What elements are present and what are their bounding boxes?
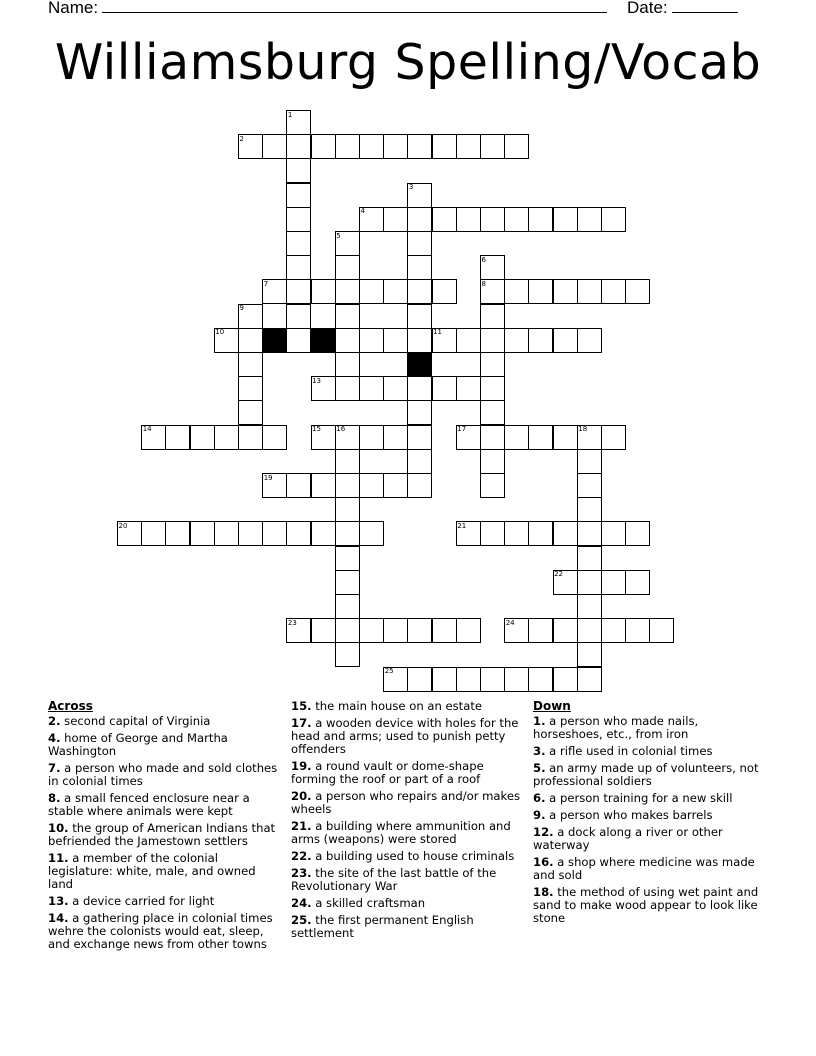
grid-cell[interactable]	[577, 207, 602, 232]
clue-number-2: 2	[239, 134, 244, 143]
clue-down-12: 12. a dock along a river or other waterway	[533, 825, 723, 852]
clue-number-15: 15	[312, 425, 322, 434]
grid-cell[interactable]	[577, 497, 602, 522]
grid-cell[interactable]	[480, 667, 505, 692]
grid-cell[interactable]	[528, 521, 553, 546]
grid-cell[interactable]	[553, 521, 578, 546]
grid-cell[interactable]	[432, 667, 457, 692]
grid-cell[interactable]	[335, 352, 360, 377]
across-clues-continued	[291, 700, 527, 944]
grid-cell[interactable]	[286, 328, 311, 353]
clue-number-4: 4	[360, 207, 365, 216]
grid-cell[interactable]	[238, 328, 263, 353]
clue-number-1: 1	[287, 110, 293, 119]
name-label: Name:	[48, 0, 99, 17]
grid-cell[interactable]	[286, 158, 311, 183]
grid-cell[interactable]	[335, 304, 360, 329]
grid-cell[interactable]	[383, 618, 408, 643]
grid-cell[interactable]	[553, 618, 578, 643]
grid-cell[interactable]	[335, 594, 360, 619]
clue-number-16: 16	[336, 425, 346, 434]
grid-cell[interactable]	[262, 521, 287, 546]
grid-cell[interactable]	[432, 207, 457, 232]
clue-number-5: 5	[336, 231, 341, 240]
clue-across-13: 13. a device carried for light	[48, 894, 215, 908]
grid-cell[interactable]	[383, 328, 408, 353]
grid-cell[interactable]	[286, 183, 311, 208]
grid-cell[interactable]	[480, 521, 505, 546]
grid-cell[interactable]	[407, 231, 432, 256]
grid-cell[interactable]	[577, 546, 602, 571]
grid-cell[interactable]	[577, 642, 602, 667]
clue-across-17: 17. a wooden device with holes for the head and arms; used to punish petty offenders	[291, 716, 519, 756]
clue-down-6: 6. a person training for a new skill	[533, 791, 733, 805]
grid-cell[interactable]	[190, 521, 215, 546]
grid-cell[interactable]	[625, 570, 650, 595]
grid-cell[interactable]	[335, 546, 360, 571]
clue-across-11: 11. a member of the colonial legislature: white, male, and owned land	[48, 851, 256, 891]
grid-cell[interactable]	[480, 400, 505, 425]
grid-cell[interactable]	[335, 328, 360, 353]
grid-cell[interactable]	[165, 425, 190, 450]
grid-cell[interactable]	[528, 279, 553, 304]
clue-number-22: 22	[554, 570, 564, 579]
grid-cell[interactable]	[528, 328, 553, 353]
clue-across-21: 21. a building where ammunition and arms (weapons) were stored	[291, 819, 511, 846]
grid-cell[interactable]	[625, 618, 650, 643]
grid-cell[interactable]	[311, 521, 336, 546]
grid-cell[interactable]	[335, 642, 360, 667]
clue-across-22: 22. a building used to house criminals	[291, 849, 515, 863]
grid-cell[interactable]	[553, 667, 578, 692]
grid-cell[interactable]	[359, 134, 384, 159]
grid-cell[interactable]	[262, 134, 287, 159]
grid-cell[interactable]	[553, 279, 578, 304]
grid-cell[interactable]	[335, 473, 360, 498]
grid-cell[interactable]	[407, 473, 432, 498]
grid-cell[interactable]	[286, 134, 311, 159]
grid-cell[interactable]	[190, 425, 215, 450]
clue-across-14: 14. a gathering place in colonial times wehre the colonists would eat, sleep, and exchange news from other towns	[48, 911, 273, 951]
clue-across-10: 10. the group of American Indians that befriended the Jamestown settlers	[48, 821, 276, 848]
clue-number-10: 10	[215, 328, 225, 337]
grid-cell[interactable]	[601, 570, 626, 595]
grid-cell[interactable]	[359, 473, 384, 498]
grid-cell[interactable]	[286, 521, 311, 546]
grid-cell[interactable]	[238, 425, 263, 450]
clue-number-23: 23	[287, 618, 297, 627]
grid-cell[interactable]	[432, 134, 457, 159]
grid-cell[interactable]	[383, 473, 408, 498]
clue-across-20: 20. a person who repairs and/or makes wheels	[291, 789, 521, 816]
grid-cell[interactable]	[407, 667, 432, 692]
grid-cell[interactable]	[432, 618, 457, 643]
grid-cell[interactable]	[335, 497, 360, 522]
grid-cell[interactable]	[407, 207, 432, 232]
grid-cell[interactable]	[335, 521, 360, 546]
grid-cell[interactable]	[528, 618, 553, 643]
grid-cell[interactable]	[577, 618, 602, 643]
grid-cell[interactable]	[480, 425, 505, 450]
grid-cell[interactable]	[238, 400, 263, 425]
grid-cell[interactable]	[480, 376, 505, 401]
clue-number-12: 12	[408, 352, 418, 361]
grid-cell[interactable]	[601, 521, 626, 546]
grid-cell[interactable]	[577, 667, 602, 692]
grid-cell[interactable]	[456, 618, 481, 643]
grid-cell[interactable]	[383, 207, 408, 232]
grid-cell[interactable]	[577, 570, 602, 595]
grid-cell[interactable]	[456, 376, 481, 401]
grid-cell[interactable]	[311, 473, 336, 498]
grid-cell[interactable]	[553, 207, 578, 232]
clue-across-8: 8. a small fenced enclosure near a stable where animals were kept	[48, 791, 250, 818]
grid-cell[interactable]	[528, 667, 553, 692]
grid-cell[interactable]	[286, 473, 311, 498]
clue-number-20: 20	[118, 521, 128, 530]
grid-cell[interactable]	[480, 328, 505, 353]
clue-across-2: 2. second capital of Virginia	[48, 714, 211, 728]
clue-number-6: 6	[481, 255, 486, 264]
grid-cell[interactable]	[286, 279, 311, 304]
grid-cell[interactable]	[480, 449, 505, 474]
clue-number-21: 21	[457, 521, 467, 530]
grid-cell[interactable]	[407, 400, 432, 425]
grid-cell[interactable]	[601, 207, 626, 232]
clue-number-13: 13	[312, 376, 322, 385]
grid-cell[interactable]	[577, 279, 602, 304]
grid-cell[interactable]	[286, 207, 311, 232]
grid-cell[interactable]	[165, 521, 190, 546]
grid-cell[interactable]	[480, 352, 505, 377]
grid-cell[interactable]	[383, 134, 408, 159]
grid-cell[interactable]	[311, 279, 336, 304]
grid-cell[interactable]	[238, 376, 263, 401]
grid-cell[interactable]	[601, 425, 626, 450]
clue-across-7: 7. a person who made and sold clothes in colonial times	[48, 761, 278, 788]
grid-cell[interactable]	[407, 425, 432, 450]
grid-cell[interactable]	[625, 279, 650, 304]
grid-cell[interactable]	[286, 255, 311, 280]
grid-cell[interactable]	[504, 207, 529, 232]
clue-across-19: 19. a round vault or dome-shape forming the roof or part of a roof	[291, 759, 484, 786]
grid-cell[interactable]	[214, 521, 239, 546]
clue-number-19: 19	[263, 473, 273, 482]
grid-cell[interactable]	[335, 618, 360, 643]
grid-cell[interactable]	[141, 521, 166, 546]
grid-cell[interactable]	[625, 521, 650, 546]
grid-cell[interactable]	[504, 279, 529, 304]
blocked-cell	[262, 328, 287, 353]
clue-across-15: 15. the main house on an estate	[291, 699, 483, 713]
grid-cell[interactable]	[407, 618, 432, 643]
grid-cell[interactable]	[407, 328, 432, 353]
clue-down-16: 16. a shop where medicine was made and sold	[533, 855, 755, 882]
clue-number-24: 24	[505, 618, 515, 627]
grid-cell[interactable]	[383, 376, 408, 401]
grid-cell[interactable]	[359, 618, 384, 643]
grid-cell[interactable]	[480, 473, 505, 498]
grid-cell[interactable]	[335, 376, 360, 401]
clue-across-4: 4. home of George and Martha Washington	[48, 731, 228, 758]
across-heading: Across	[48, 699, 93, 713]
clue-down-18: 18. the method of using wet paint and sand to make wood appear to look like stone	[533, 885, 759, 925]
clue-number-8: 8	[481, 279, 486, 288]
clue-across-25: 25. the first permanent English settlement	[291, 913, 474, 940]
down-clues	[533, 700, 769, 929]
grid-cell[interactable]	[577, 328, 602, 353]
grid-cell[interactable]	[480, 134, 505, 159]
grid-cell[interactable]	[649, 618, 674, 643]
grid-cell[interactable]	[504, 425, 529, 450]
clue-across-23: 23. the site of the last battle of the Revolutionary War	[291, 866, 497, 893]
grid-cell[interactable]	[286, 304, 311, 329]
grid-cell[interactable]	[432, 279, 457, 304]
grid-cell[interactable]	[601, 279, 626, 304]
grid-cell[interactable]	[504, 134, 529, 159]
grid-cell[interactable]	[359, 279, 384, 304]
clue-number-9: 9	[239, 304, 244, 313]
grid-cell[interactable]	[359, 521, 384, 546]
grid-cell[interactable]	[504, 667, 529, 692]
grid-cell[interactable]	[311, 134, 336, 159]
page-title: Williamsburg Spelling/Vocab	[54, 34, 762, 91]
clue-number-18: 18	[578, 425, 588, 434]
clue-across-24: 24. a skilled craftsman	[291, 896, 426, 910]
grid-cell[interactable]	[432, 376, 457, 401]
clue-number-17: 17	[457, 425, 467, 434]
clue-number-11: 11	[433, 328, 443, 337]
blocked-cell	[311, 328, 336, 353]
grid-cell[interactable]	[577, 521, 602, 546]
clue-down-5: 5. an army made up of volunteers, not professional soldiers	[533, 761, 759, 788]
grid-cell[interactable]	[456, 207, 481, 232]
grid-cell[interactable]	[335, 449, 360, 474]
across-list-a	[48, 715, 284, 951]
grid-cell[interactable]	[407, 134, 432, 159]
grid-cell[interactable]	[480, 207, 505, 232]
grid-cell[interactable]	[577, 449, 602, 474]
grid-cell[interactable]	[407, 255, 432, 280]
grid-cell[interactable]	[359, 328, 384, 353]
grid-cell[interactable]	[383, 425, 408, 450]
clue-number-3: 3	[408, 183, 414, 192]
grid-cell[interactable]	[238, 521, 263, 546]
grid-cell[interactable]	[335, 134, 360, 159]
grid-cell[interactable]	[577, 594, 602, 619]
grid-cell[interactable]	[335, 570, 360, 595]
clue-down-9: 9. a person who makes barrels	[533, 808, 713, 822]
grid-cell[interactable]	[335, 279, 360, 304]
grid-cell[interactable]	[407, 449, 432, 474]
date-label: Date:	[627, 0, 668, 17]
grid-cell[interactable]	[407, 304, 432, 329]
across-clues	[48, 700, 284, 955]
grid-cell[interactable]	[577, 473, 602, 498]
grid-cell[interactable]	[528, 207, 553, 232]
grid-cell[interactable]	[456, 134, 481, 159]
grid-cell[interactable]	[383, 279, 408, 304]
grid-cell[interactable]	[214, 425, 239, 450]
grid-cell[interactable]	[238, 352, 263, 377]
clue-number-25: 25	[384, 667, 394, 676]
grid-cell[interactable]	[407, 279, 432, 304]
grid-cell[interactable]	[601, 618, 626, 643]
clue-down-1: 1. a person who made nails, horseshoes, etc., from iron	[533, 714, 699, 741]
grid-cell[interactable]	[504, 328, 529, 353]
grid-cell[interactable]	[504, 521, 529, 546]
grid-cell[interactable]	[407, 376, 432, 401]
grid-cell[interactable]	[553, 328, 578, 353]
grid-cell[interactable]	[456, 328, 481, 353]
grid-cell[interactable]	[553, 425, 578, 450]
clue-number-7: 7	[263, 279, 269, 288]
grid-cell[interactable]	[359, 425, 384, 450]
grid-cell[interactable]	[262, 425, 287, 450]
clue-down-3: 3. a rifle used in colonial times	[533, 744, 713, 758]
grid-cell[interactable]	[359, 376, 384, 401]
clue-number-14: 14	[142, 425, 152, 434]
grid-cell[interactable]	[480, 304, 505, 329]
grid-cell[interactable]	[286, 231, 311, 256]
down-heading: Down	[533, 699, 571, 713]
grid-cell[interactable]	[335, 255, 360, 280]
grid-cell[interactable]	[311, 618, 336, 643]
grid-cell[interactable]	[528, 425, 553, 450]
grid-cell[interactable]	[456, 667, 481, 692]
